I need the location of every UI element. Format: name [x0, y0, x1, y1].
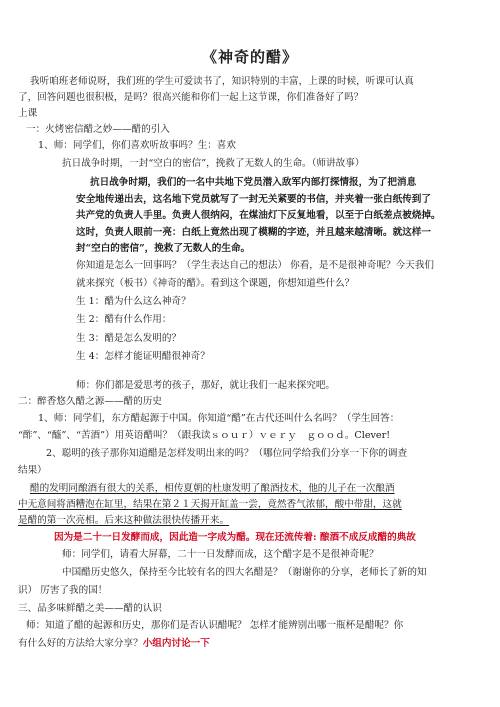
ask-line-2: 就来探究（板书）《神奇的醋》。看到这个课题，你想知道些什么？	[76, 278, 355, 289]
story-line-4: 这时，负责人眼前一亮：白纸上竟然出现了模糊的字迹，并且越来越清晰。就这样一	[76, 227, 431, 238]
section-3-heading: 三、品多味鲜醋之美——醋的认识	[18, 603, 162, 614]
section-1-question-2: 抗日战争时期，一封“空白的密信”，挽救了无数人的生命。（师讲故事）	[62, 158, 365, 169]
section-3-question-text: 有什么好的方法给大家分享？	[18, 638, 143, 649]
story-line-5: 封“空白的密信”，挽救了无数人的生命。	[76, 243, 251, 254]
student-answer-4: 生 4：怎样才能证明醋很神奇？	[76, 351, 210, 362]
page-title: 《神奇的醋》	[201, 48, 298, 66]
group-discussion-prompt: 小组内讨论一下	[142, 638, 210, 649]
section-3-question-line-1: 师：知道了醋的起源和历史，那你们是否认识醋呢？ 怎样才能辨别出哪一瓶杯是醋呢？你	[26, 620, 404, 631]
section-2-heading: 二：醉香悠久醋之源——醋的历史	[18, 396, 162, 407]
story-line-1: 抗日战争时期，我们的一名中共地下党员潜入敌军内部打探情报，为了把消息	[90, 177, 417, 188]
intro-line-2: 了，回答问题也很积极，是吗？很高兴能和你们一起上这节课，你们准备好了吗？	[18, 92, 364, 103]
story-line-2: 安全地传递出去，这名地下党员就写了一封无关紧要的书信，并夹着一张白纸传到了	[76, 194, 431, 205]
section-1-heading: 一：火烤密信醋之妙——醋的引入	[26, 124, 170, 135]
section-2-q2-line-2: 结果）	[18, 465, 47, 476]
history-line-1: 醋的发明同酿酒有很大的关系，相传夏朝的杜康发明了酿酒技术，他的儿子在一次酿酒	[30, 483, 395, 494]
history-line-2: 中无意间将酒糟泡在缸里，结果在第２１天揭开缸盖一尝，竟然香气浓郁，酸中带甜，这就	[18, 499, 402, 510]
section-2-q1-line-1: 1、师：同学们，东方醋起源于中国。你知道“醋”在古代还叫什么名吗？（学生回答：	[38, 413, 400, 424]
section-2-teacher-line-2: 中国醋历史悠久，保持至今比较有名的四大名醋是？（谢谢你的分享，老师长了新的知	[62, 567, 427, 578]
section-2-q2-line-1: 2、聪明的孩子那你知道醋是怎样发明出来的吗？（哪位同学给我们分享一下你的调查	[46, 448, 408, 459]
vinegar-character-origin: 因为是二十一日发酵而成，因此造一字成为醋。现在还流传着: 酿酒不成反成醋的典故	[54, 532, 416, 543]
history-line-3: 是醋的第一次亮相。后来这种做法很快传播开来。	[18, 515, 230, 526]
story-line-3: 共产党的负责人手里。负责人很纳闷，在煤油灯下反复地看，以至于白纸差点被烧掉。	[76, 210, 441, 221]
section-2-q1-line-2: “酢”、“醯”、“苦酒”）用英语醋叫？（跟我读ｓｏｕｒ）ｖｅｒｙ ｇｏｏｄ。Clever!	[18, 430, 391, 441]
ask-line-1: 你知道是怎么一回事吗？（学生表达自己的想法） 你看，是不是很神奇呢？今天我们	[76, 260, 435, 271]
class-start-label: 上课	[18, 108, 38, 119]
section-2-teacher-line-1: 师：同学们，请看大屏幕，二十一日发酵而成，这个醋字是不是很神奇呢？	[62, 549, 379, 560]
intro-line-1: 我听咱班老师说呀，我们班的学生可爱读书了，知识特别的丰富，上课的时候，听课可认真	[30, 76, 414, 87]
section-1-question-1: 1、师：同学们，你们喜欢听故事吗？生：喜欢	[38, 140, 236, 151]
student-answer-3: 生 3：醋是怎么发明的？	[76, 333, 182, 344]
student-answer-2: 生 2：醋有什么作用：	[76, 314, 172, 325]
student-answer-1: 生 1：醋为什么这么神奇？	[76, 296, 191, 307]
section-3-question-line-2	[18, 638, 210, 650]
section-2-teacher-line-3: 识） 厉害了我的国！	[18, 585, 108, 596]
teacher-closing: 师：你们都是爱思考的孩子，那好，就让我们一起来探究吧。	[76, 380, 336, 391]
